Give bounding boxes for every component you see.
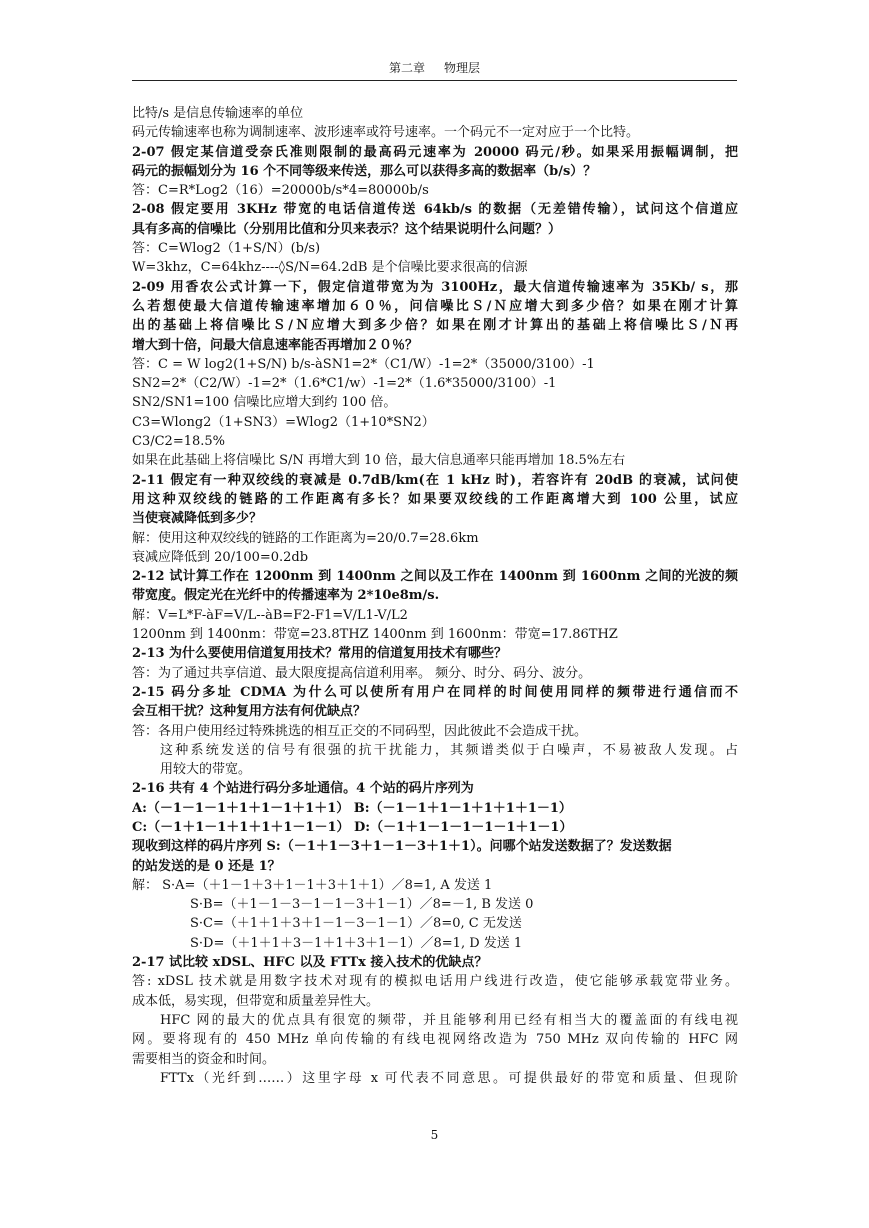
answer-line: C3/C2=18.5% — [132, 434, 226, 450]
question-line: 现收到这样的码片序列 S:（－1＋1－3＋1－1－3＋1＋1）。问哪个站发送数据了？发送数据 — [132, 839, 672, 855]
question-line: 2-11 假定有一种双绞线的衰减是 0.7dB/km(在 1 kHz 时)，若容许有 20dB 的衰减，试问使 — [132, 472, 738, 488]
page-number: 5 — [430, 1128, 439, 1142]
question-line: C:（－1＋1－1＋1＋1＋1－1－1） D:（－1＋1－1－1－1－1＋1－1） — [132, 819, 573, 835]
answer-line: 用较大的带宽。 — [160, 762, 252, 778]
question-line: 2-16 共有 4 个站进行码分多址通信。4 个站的码片序列为 — [132, 781, 474, 797]
question-line: 2-15 码分多址 CDMA 为什么可以使所有用户在同样的时间使用同样的频带进行通信而不 — [132, 684, 738, 700]
question-line: 出的基础上将信噪比Ｓ/Ｎ应增大到多少倍？如果在刚才计算出的基础上将信噪比Ｓ/Ｎ再 — [132, 318, 738, 334]
chapter-title: 物理层 — [444, 61, 481, 75]
question-line: 的站发送的是 0 还是 1？ — [132, 858, 281, 874]
question-line: 增大到十倍，问最大信息速率能否再增加２０％？ — [132, 337, 419, 353]
question-line: 2-08 假定要用 3KHz 带宽的电话信道传送 64kb/s 的数据（无差错传输），试问这个信道应 — [132, 202, 738, 218]
answer-line: HFC 网的最大的优点具有很宽的频带，并且能够利用已经有相当大的覆盖面的有线电视 — [160, 1012, 738, 1028]
question-line: 用这种双绞线的链路的工作距离有多长？如果要双绞线的工作距离增大到 100 公里，试应 — [132, 491, 738, 507]
answer-line: 解： S·A=（＋1－1＋3＋1－1＋3＋1＋1）／8=1, A 发送 1 — [132, 877, 493, 893]
answer-line: SN2=2*（C2/W）-1=2*（1.6*C1/w）-1=2*（1.6*35000/3100）-1 — [132, 376, 557, 392]
answer-line: 这种系统发送的信号有很强的抗干扰能力，其频谱类似于白噪声，不易被敌人发现。占 — [160, 742, 738, 758]
answer-line: 答: xDSL 技术就是用数字技术对现有的模拟电话用户线进行改造，使它能够承载宽带业务。 — [132, 974, 738, 990]
answer-line: 如果在此基础上将信噪比 S/N 再增大到 10 倍，最大信息通率只能再增加 18.5%左右 — [132, 453, 626, 469]
page-body — [132, 104, 738, 1088]
page-header — [132, 58, 737, 81]
question-line: 2-09 用香农公式计算一下，假定信道带宽为为 3100Hz，最大信道传输速率为 35Kb/ s，那 — [132, 279, 738, 295]
question-line: 2-12 试计算工作在 1200nm 到 1400nm 之间以及工作在 1400nm 到 1600nm 之间的光波的频 — [132, 569, 738, 585]
question-line: 么若想使最大信道传输速率增加６０％，问信噪比Ｓ/Ｎ应增大到多少倍？如果在刚才计算 — [132, 298, 738, 314]
answer-line: S·B=（＋1－1－3－1－1－3＋1－1）／8=－1, B 发送 0 — [190, 897, 534, 913]
chapter-number: 第二章 — [388, 61, 425, 75]
answer-line: 1200nm 到 1400nm：带宽=23.8THZ 1400nm 到 1600nm：带宽=17.86THZ — [132, 627, 618, 643]
answer-line: S·C=（＋1＋1＋3＋1－1－3－1－1）／8=0, C 无发送 — [190, 916, 522, 932]
answer-line: 答：各用户使用经过特殊挑选的相互正交的不同码型，因此彼此不会造成干扰。 — [132, 723, 588, 739]
question-line: 具有多高的信噪比（分别用比值和分贝来表示？这个结果说明什么问题？） — [132, 221, 562, 237]
question-line: 带宽度。假定光在光纤中的传播速率为 2*10e8m/s. — [132, 588, 440, 604]
answer-line: 答：C=R*Log2（16）=20000b/s*4=80000b/s — [132, 183, 429, 199]
answer-line: 码元传输速率也称为调制速率、波形速率或符号速率。一个码元不一定对应于一个比特。 — [132, 125, 640, 141]
answer-line: W=3khz，C=64khz----◊S/N=64.2dB 是个信噪比要求很高的信源 — [132, 260, 528, 276]
answer-line: 答：C=Wlog2（1+S/N）(b/s) — [132, 241, 321, 257]
answer-line: 成本低，易实现，但带宽和质量差异性大。 — [132, 993, 380, 1009]
question-line: 当使衰减降低到多少？ — [132, 511, 263, 527]
answer-line: 答：为了通过共享信道、最大限度提高信道利用率。 频分、时分、码分、波分。 — [132, 665, 592, 681]
answer-line: SN2/SN1=100 信噪比应增大到约 100 倍。 — [132, 395, 397, 411]
answer-line: 比特/s 是信息传输速率的单位 — [132, 106, 304, 121]
answer-line: 解：使用这种双绞线的链路的工作距离为=20/0.7=28.6km — [132, 530, 479, 546]
answer-line: C3=Wlong2（1+SN3）=Wlog2（1+10*SN2） — [132, 414, 435, 430]
answer-line: 需要相当的资金和时间。 — [132, 1051, 276, 1067]
question-line: A:（－1－1－1＋1＋1－1＋1＋1） B:（－1－1＋1－1＋1＋1＋1－1） — [132, 800, 572, 816]
question-line: 2-17 试比较 xDSL、HFC 以及 FTTx 接入技术的优缺点？ — [132, 955, 488, 971]
question-line: 码元的振幅划分为 16 个不同等级来传送，那么可以获得多高的数据率（b/s）？ — [132, 163, 597, 179]
question-line: 会互相干扰？这种复用方法有何优缺点？ — [132, 704, 367, 720]
answer-line: FTTx（光纤到……）这里字母 x 可代表不同意思。可提供最好的带宽和质量、但现阶 — [160, 1070, 738, 1086]
answer-line: S·D=（＋1＋1＋3－1＋1＋3＋1－1）／8=1, D 发送 1 — [190, 935, 523, 951]
answer-line: 解：V=L*F-àF=V/L--àB=F2-F1=V/L1-V/L2 — [132, 607, 408, 623]
answer-line: 衰减应降低到 20/100=0.2db — [132, 549, 309, 565]
question-line: 2-07 假定某信道受奈氏准则限制的最高码元速率为 20000 码元/秒。如果采用振幅调制，把 — [132, 144, 738, 160]
question-line: 2-13 为什么要使用信道复用技术？常用的信道复用技术有哪些？ — [132, 646, 508, 662]
answer-line: 网。要将现有的 450 MHz 单向传输的有线电视网络改造为 750 MHz 双向传输的 HFC 网 — [132, 1032, 738, 1048]
answer-line: 答：C = W log2(1+S/N) b/s-àSN1=2*（C1/W）-1=2*（35000/3100）-1 — [132, 356, 595, 372]
